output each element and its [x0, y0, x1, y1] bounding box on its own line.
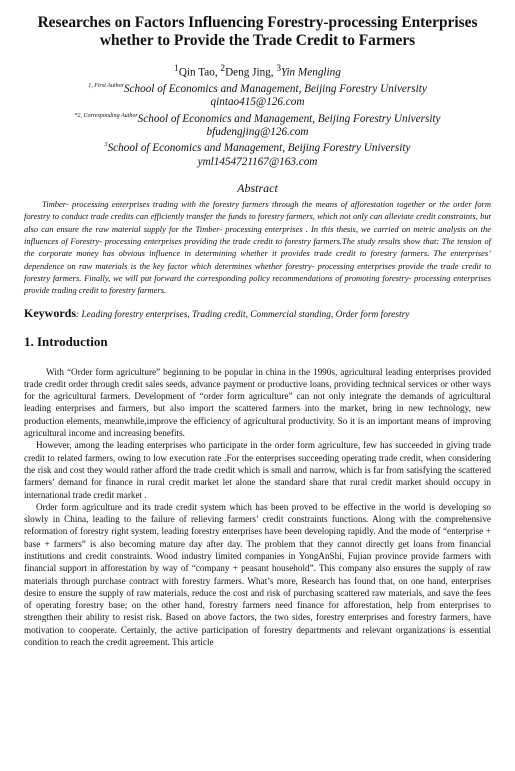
affiliation-2-sup: *2, Corresponding Author	[74, 112, 138, 119]
abstract-text: Timber- processing enterprises trading with the forestry farmers through the means of afforestation together or the order form forestry to conduct trade credits can efficiently transfer the funds to forestry farmers, which not only can alleviate credit constraints, but also can ensure the raw material supply for the Timber- processing enterprises . In this thesis, we carried on metric analysis on the influences of Forestry- processing enterprises providing the trade credit to forestry farmers.The study results show that: The tension of the corporate money has obvious influence in determining whether it provides trade credit to forestry farmers. The enterprises’ dependence on raw materials is the key factor which determines whether forestry- processing enterprises provide the trade credit to forestry farmers. Finally, we will put forward the corresponding policy recommendations of promoting forestry- processing enterprises provide trading credit to forestry farmers.	[24, 199, 491, 296]
keywords-label: Keywords	[24, 305, 76, 320]
author-1: Qin Tao,	[178, 66, 221, 79]
author-3-sup: 3	[276, 64, 282, 74]
affiliation-1-sup: 1, First Author	[88, 82, 124, 89]
author-3: Yin Mengling	[281, 66, 341, 79]
affiliation-1	[24, 80, 491, 96]
author-2-sup: 2	[220, 64, 226, 74]
affiliation-1-text: School of Economics and Management, Beijing Forestry University	[123, 82, 427, 95]
body-paragraph-3: Order form agriculture and its trade credit system which has been proved to be effective in the world is developing so slowly in China, leading to the failure of relieving farmers’ credit constraints functions. Along with the comprehensive reformation of forestry right system, leading forestry enterprises have been developing rapidly. And the mode of “enterprise + base + farmers” is also becoming mature day after day. The problem that they cannot directly get loans from financial institutions and credit constraints. Wood industry limited companies in YongAnShi, Fujian province provide farmers with financial support in afforestation by way of “company + peasant household”. This company also ensures the supply of raw materials through purchase contract with forestry farmers. What’s more, Research has found that, on one hand, enterprises desire to ensure the supply of raw materials, reduce the cost and risk of purchasing scattered raw materials, and save the fees of operating forestry base; on the other hand, forestry farmers need finance for afforestation, help from enterprises to strengthen their ability to resist risk. Based on above factors, the two sides, forestry enterprises and forestry farmers, have motivation to cooperate. Certainly, the active participation of forestry departments and relevant organizations is essential condition to reach the credit agreement. This article	[24, 501, 491, 648]
section-heading-introduction: 1. Introduction	[24, 333, 108, 349]
body-paragraph-2: However, among the leading enterprises who participate in the order form agriculture, few has succeeded in giving trade credit to related farmers, owing to low execution rate .For the enterprises succeeding operating trade credit, when considering the risk and cost they would rather afford the trade credit which is small and narrow, which is far from satisfying the scattered farmers’ demand for finance in rural credit market let alone the standard share that rural credit market should occupy in international trade credit market .	[24, 440, 491, 500]
affiliation-3	[24, 139, 491, 155]
author-1-sup: 1	[174, 64, 179, 74]
abstract-heading: Abstract	[237, 181, 278, 196]
affiliation-2-text: School of Economics and Management, Beijing Forestry University	[137, 112, 441, 125]
email-2: bfudengjing@126.com	[206, 125, 309, 138]
email-1: qintao415@126.com	[210, 96, 305, 109]
affiliation-3-text: School of Economics and Management, Beijing Forestry University	[107, 142, 411, 155]
paper-title: Researches on Factors Influencing Forestry-processing Enterprises whether to Provide the Trade Credit to Farmers	[37, 14, 478, 49]
body-paragraph-1: With “Order form agriculture” beginning to be popular in china in the 1990s, agricultural leading enterprises provided trade credit order through credit sales seeds, advance payment or productive loans, providing technical services or other ways for the agricultural farmers. Development of “order form agriculture” can not only integrate the demands of agricultural leading enterprises and farmers, but also import the scattered farmers into the market, bring in new technology, new production elements, meanwhile,improve the efficiency of agricultural productivity. So it is an important means of improving agricultural income and increasing benefits.	[24, 366, 491, 439]
author-line	[24, 62, 491, 80]
email-3: yml1454721167@163.com	[197, 155, 318, 168]
affiliation-2	[24, 110, 491, 126]
author-2: Deng Jing,	[225, 66, 277, 79]
keywords-line	[24, 306, 491, 321]
affiliation-3-sup: 3	[104, 142, 108, 149]
keywords-text: : Leading forestry enterprises, Trading credit, Commercial standing, Order form forestry	[76, 309, 410, 320]
